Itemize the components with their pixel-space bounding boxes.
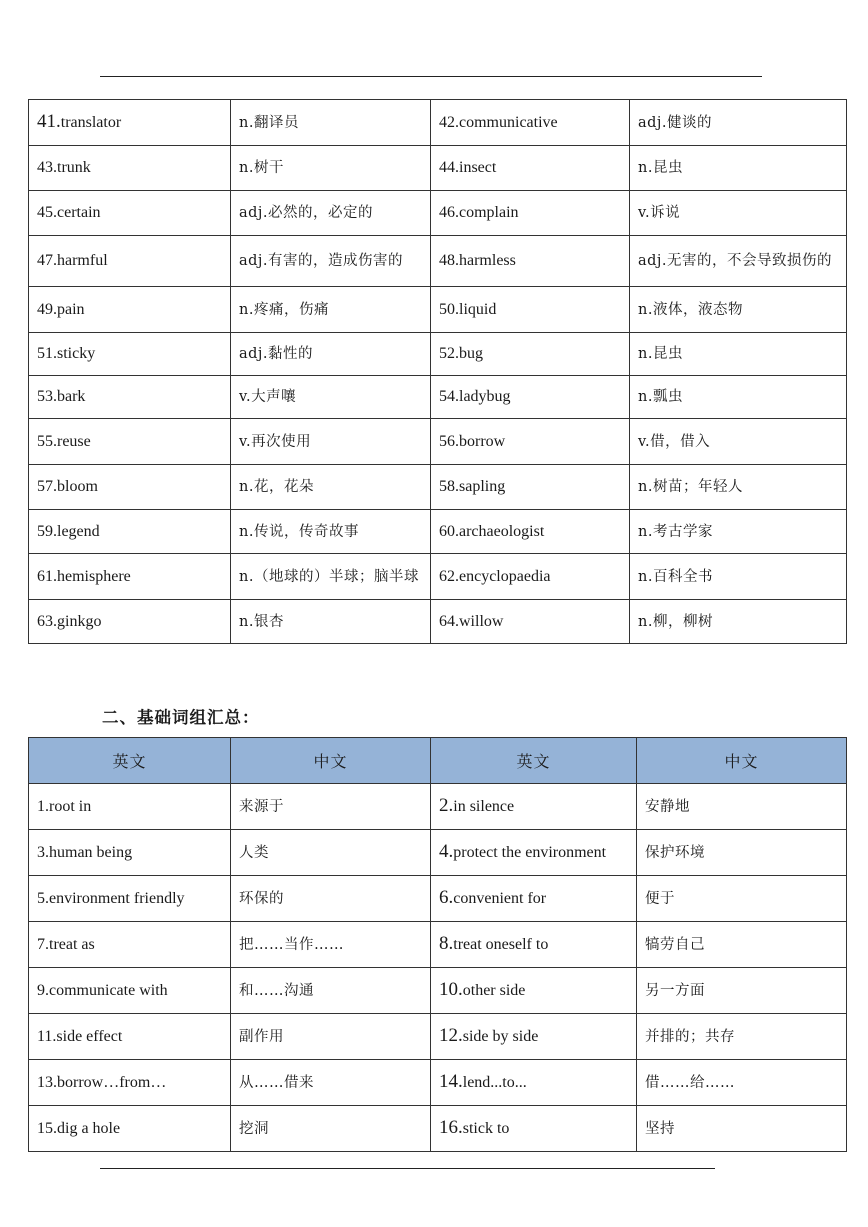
item-number: 42. bbox=[439, 113, 459, 131]
vocab-word: ladybug bbox=[459, 388, 511, 405]
vocab-word: sticky bbox=[57, 345, 96, 362]
phrase-english-cell bbox=[431, 784, 637, 830]
vocab-meaning: v.诉说 bbox=[630, 191, 847, 236]
vocab-row bbox=[29, 146, 847, 191]
vocabulary-table-body bbox=[29, 100, 847, 644]
item-number: 7. bbox=[37, 935, 49, 953]
vocab-word: sapling bbox=[459, 478, 506, 495]
phrase-english: communicate with bbox=[49, 981, 168, 999]
item-number: 47. bbox=[37, 252, 57, 269]
vocab-meaning: adj.必然的，必定的 bbox=[231, 191, 431, 236]
vocab-row bbox=[29, 376, 847, 419]
vocab-meaning: n.液体，液态物 bbox=[630, 287, 847, 333]
vocab-word: harmful bbox=[57, 252, 108, 269]
vocab-word-cell bbox=[431, 419, 630, 465]
section-heading-basic-phrases: 二、基础词组汇总： bbox=[102, 708, 260, 727]
phrase-chinese: 保护环境 bbox=[637, 830, 847, 876]
vocab-row bbox=[29, 465, 847, 510]
item-number: 2. bbox=[439, 795, 454, 816]
phrase-english-cell bbox=[29, 876, 231, 922]
item-number: 41. bbox=[37, 111, 61, 132]
vocab-word-cell bbox=[29, 600, 231, 644]
vocab-word: insect bbox=[459, 159, 497, 176]
phrase-english: environment friendly bbox=[49, 889, 185, 907]
vocab-word-cell bbox=[431, 600, 630, 644]
item-number: 1. bbox=[37, 797, 49, 815]
vocab-word: willow bbox=[459, 612, 504, 630]
vocab-word: ginkgo bbox=[57, 612, 102, 630]
header-english: 英文 bbox=[431, 738, 637, 784]
phrase-english-cell bbox=[29, 784, 231, 830]
vocab-meaning: n.考古学家 bbox=[630, 510, 847, 554]
footer-rule bbox=[100, 1168, 715, 1169]
item-number: 46. bbox=[439, 204, 459, 221]
phrase-english: human being bbox=[49, 843, 133, 861]
item-number: 48. bbox=[439, 252, 459, 269]
item-number: 58. bbox=[439, 478, 459, 495]
vocab-word-cell bbox=[29, 100, 231, 146]
phrase-english-cell bbox=[29, 1014, 231, 1060]
vocab-word: harmless bbox=[459, 252, 516, 269]
phrase-chinese: 坚持 bbox=[637, 1106, 847, 1152]
phrase-english: dig a hole bbox=[57, 1119, 121, 1137]
phrase-english: convenient for bbox=[453, 890, 547, 907]
item-number: 59. bbox=[37, 522, 57, 540]
item-number: 55. bbox=[37, 432, 57, 450]
phrase-english-cell bbox=[29, 922, 231, 968]
vocab-meaning: adj.黏性的 bbox=[231, 333, 431, 376]
vocab-word-cell bbox=[29, 146, 231, 191]
vocab-word: archaeologist bbox=[459, 522, 545, 540]
phrase-chinese: 另一方面 bbox=[637, 968, 847, 1014]
vocab-word-cell bbox=[431, 465, 630, 510]
phrase-english: in silence bbox=[453, 798, 515, 815]
vocab-word-cell bbox=[29, 191, 231, 236]
item-number: 51. bbox=[37, 345, 57, 362]
phrase-row bbox=[29, 876, 847, 922]
vocab-word: liquid bbox=[459, 300, 497, 318]
item-number: 3. bbox=[37, 843, 49, 861]
vocab-word-cell bbox=[29, 333, 231, 376]
item-number: 52. bbox=[439, 345, 459, 362]
item-number: 6. bbox=[439, 887, 454, 908]
phrase-row bbox=[29, 784, 847, 830]
phrase-english-cell bbox=[431, 1014, 637, 1060]
vocab-row bbox=[29, 191, 847, 236]
phrase-english-cell bbox=[431, 876, 637, 922]
vocab-word-cell bbox=[29, 419, 231, 465]
header-chinese: 中文 bbox=[637, 738, 847, 784]
vocab-word: borrow bbox=[459, 432, 506, 450]
phrase-row bbox=[29, 968, 847, 1014]
item-number: 15. bbox=[37, 1119, 57, 1137]
item-number: 43. bbox=[37, 159, 57, 176]
phrase-table bbox=[28, 737, 847, 1152]
item-number: 56. bbox=[439, 432, 459, 450]
vocab-word: translator bbox=[60, 114, 122, 131]
phrase-chinese: 环保的 bbox=[231, 876, 431, 922]
vocab-word: reuse bbox=[57, 432, 91, 450]
vocab-row bbox=[29, 236, 847, 287]
vocab-meaning: v.借，借入 bbox=[630, 419, 847, 465]
phrase-chinese: 和……沟通 bbox=[231, 968, 431, 1014]
phrase-table-header-row bbox=[29, 738, 847, 784]
phrase-row bbox=[29, 1106, 847, 1152]
vocab-meaning: n.昆虫 bbox=[630, 146, 847, 191]
vocab-row bbox=[29, 287, 847, 333]
phrase-row bbox=[29, 1060, 847, 1106]
item-number: 57. bbox=[37, 478, 57, 495]
phrase-chinese: 并排的；共存 bbox=[637, 1014, 847, 1060]
vocab-word-cell bbox=[29, 236, 231, 287]
vocab-meaning: n.银杏 bbox=[231, 600, 431, 644]
vocab-word-cell bbox=[431, 554, 630, 600]
vocab-meaning: n.疼痛，伤痛 bbox=[231, 287, 431, 333]
vocab-word-cell bbox=[431, 236, 630, 287]
phrase-english-cell bbox=[29, 830, 231, 876]
vocab-word: complain bbox=[459, 204, 519, 221]
item-number: 14. bbox=[439, 1071, 463, 1092]
vocab-meaning: n.翻译员 bbox=[231, 100, 431, 146]
vocab-word: hemisphere bbox=[57, 567, 131, 585]
phrase-chinese: 来源于 bbox=[231, 784, 431, 830]
vocab-row bbox=[29, 554, 847, 600]
item-number: 4. bbox=[439, 841, 454, 862]
phrase-english: side effect bbox=[56, 1027, 123, 1045]
vocab-word: bark bbox=[57, 388, 86, 405]
vocab-word-cell bbox=[431, 510, 630, 554]
phrase-english-cell bbox=[29, 1060, 231, 1106]
phrase-row bbox=[29, 1014, 847, 1060]
vocab-meaning: adj.有害的，造成伤害的 bbox=[231, 236, 431, 287]
phrase-english: borrow…from… bbox=[57, 1073, 167, 1091]
item-number: 62. bbox=[439, 567, 459, 585]
item-number: 9. bbox=[37, 981, 49, 999]
vocab-meaning: n.昆虫 bbox=[630, 333, 847, 376]
vocab-meaning: n.树苗；年轻人 bbox=[630, 465, 847, 510]
vocab-meaning: v.再次使用 bbox=[231, 419, 431, 465]
phrase-english: lend...to... bbox=[462, 1074, 527, 1091]
vocab-row bbox=[29, 510, 847, 554]
phrase-english-cell bbox=[431, 922, 637, 968]
vocab-word-cell bbox=[431, 376, 630, 419]
vocab-meaning: v.大声嚷 bbox=[231, 376, 431, 419]
phrase-chinese: 副作用 bbox=[231, 1014, 431, 1060]
vocab-word-cell bbox=[431, 333, 630, 376]
header-english: 英文 bbox=[29, 738, 231, 784]
item-number: 63. bbox=[37, 612, 57, 630]
item-number: 53. bbox=[37, 388, 57, 405]
vocab-meaning: n.（地球的）半球；脑半球 bbox=[231, 554, 431, 600]
vocab-meaning: n.树干 bbox=[231, 146, 431, 191]
phrase-english-cell bbox=[431, 830, 637, 876]
phrase-row bbox=[29, 922, 847, 968]
phrase-english: side by side bbox=[462, 1028, 539, 1045]
phrase-row bbox=[29, 830, 847, 876]
item-number: 49. bbox=[37, 300, 57, 318]
phrase-english: other side bbox=[462, 982, 526, 999]
phrase-english-cell bbox=[431, 1106, 637, 1152]
header-rule bbox=[100, 76, 762, 77]
vocab-word-cell bbox=[431, 146, 630, 191]
vocab-word: certain bbox=[57, 204, 101, 221]
phrase-table-body bbox=[29, 784, 847, 1152]
phrase-english: treat oneself to bbox=[453, 936, 549, 953]
phrase-english: treat as bbox=[49, 935, 95, 953]
phrase-english-cell bbox=[29, 968, 231, 1014]
item-number: 5. bbox=[37, 889, 49, 907]
vocab-meaning: n.传说，传奇故事 bbox=[231, 510, 431, 554]
phrase-english-cell bbox=[29, 1106, 231, 1152]
item-number: 64. bbox=[439, 612, 459, 630]
vocab-row bbox=[29, 600, 847, 644]
vocab-meaning: n.柳，柳树 bbox=[630, 600, 847, 644]
item-number: 8. bbox=[439, 933, 454, 954]
item-number: 60. bbox=[439, 522, 459, 540]
phrase-english-cell bbox=[431, 968, 637, 1014]
vocab-row bbox=[29, 419, 847, 465]
vocabulary-table bbox=[28, 99, 847, 644]
item-number: 12. bbox=[439, 1025, 463, 1046]
vocab-word-cell bbox=[29, 465, 231, 510]
vocab-row bbox=[29, 333, 847, 376]
phrase-english: stick to bbox=[462, 1120, 510, 1137]
vocab-meaning: n.花，花朵 bbox=[231, 465, 431, 510]
vocab-word-cell bbox=[431, 100, 630, 146]
phrase-chinese: 借……给…… bbox=[637, 1060, 847, 1106]
vocab-meaning: n.百科全书 bbox=[630, 554, 847, 600]
phrase-english: root in bbox=[49, 797, 92, 815]
vocab-meaning: adj.健谈的 bbox=[630, 100, 847, 146]
vocab-word: communicative bbox=[459, 113, 558, 131]
vocab-word: encyclopaedia bbox=[459, 567, 551, 585]
phrase-chinese: 便于 bbox=[637, 876, 847, 922]
header-chinese: 中文 bbox=[231, 738, 431, 784]
item-number: 10. bbox=[439, 979, 463, 1000]
vocab-word-cell bbox=[431, 191, 630, 236]
vocab-word: bloom bbox=[57, 478, 98, 495]
vocab-word-cell bbox=[29, 554, 231, 600]
vocab-word: bug bbox=[459, 345, 483, 362]
item-number: 44. bbox=[439, 159, 459, 176]
phrase-chinese: 把……当作…… bbox=[231, 922, 431, 968]
item-number: 11. bbox=[37, 1027, 57, 1045]
item-number: 16. bbox=[439, 1117, 463, 1138]
vocab-word-cell bbox=[431, 287, 630, 333]
phrase-chinese: 从……借来 bbox=[231, 1060, 431, 1106]
phrase-english-cell bbox=[431, 1060, 637, 1106]
vocab-word-cell bbox=[29, 510, 231, 554]
vocab-meaning: adj.无害的，不会导致损伤的 bbox=[630, 236, 847, 287]
item-number: 61. bbox=[37, 567, 57, 585]
phrase-chinese: 挖洞 bbox=[231, 1106, 431, 1152]
item-number: 13. bbox=[37, 1073, 57, 1091]
phrase-chinese: 安静地 bbox=[637, 784, 847, 830]
vocab-word-cell bbox=[29, 376, 231, 419]
vocab-word: trunk bbox=[57, 159, 91, 176]
vocab-row bbox=[29, 100, 847, 146]
item-number: 45. bbox=[37, 204, 57, 221]
phrase-chinese: 人类 bbox=[231, 830, 431, 876]
item-number: 50. bbox=[439, 300, 459, 318]
vocab-meaning: n.瓢虫 bbox=[630, 376, 847, 419]
vocab-word-cell bbox=[29, 287, 231, 333]
phrase-english: protect the environment bbox=[453, 844, 607, 861]
vocab-word: legend bbox=[57, 522, 100, 540]
item-number: 54. bbox=[439, 388, 459, 405]
vocab-word: pain bbox=[57, 300, 85, 318]
phrase-chinese: 犒劳自己 bbox=[637, 922, 847, 968]
